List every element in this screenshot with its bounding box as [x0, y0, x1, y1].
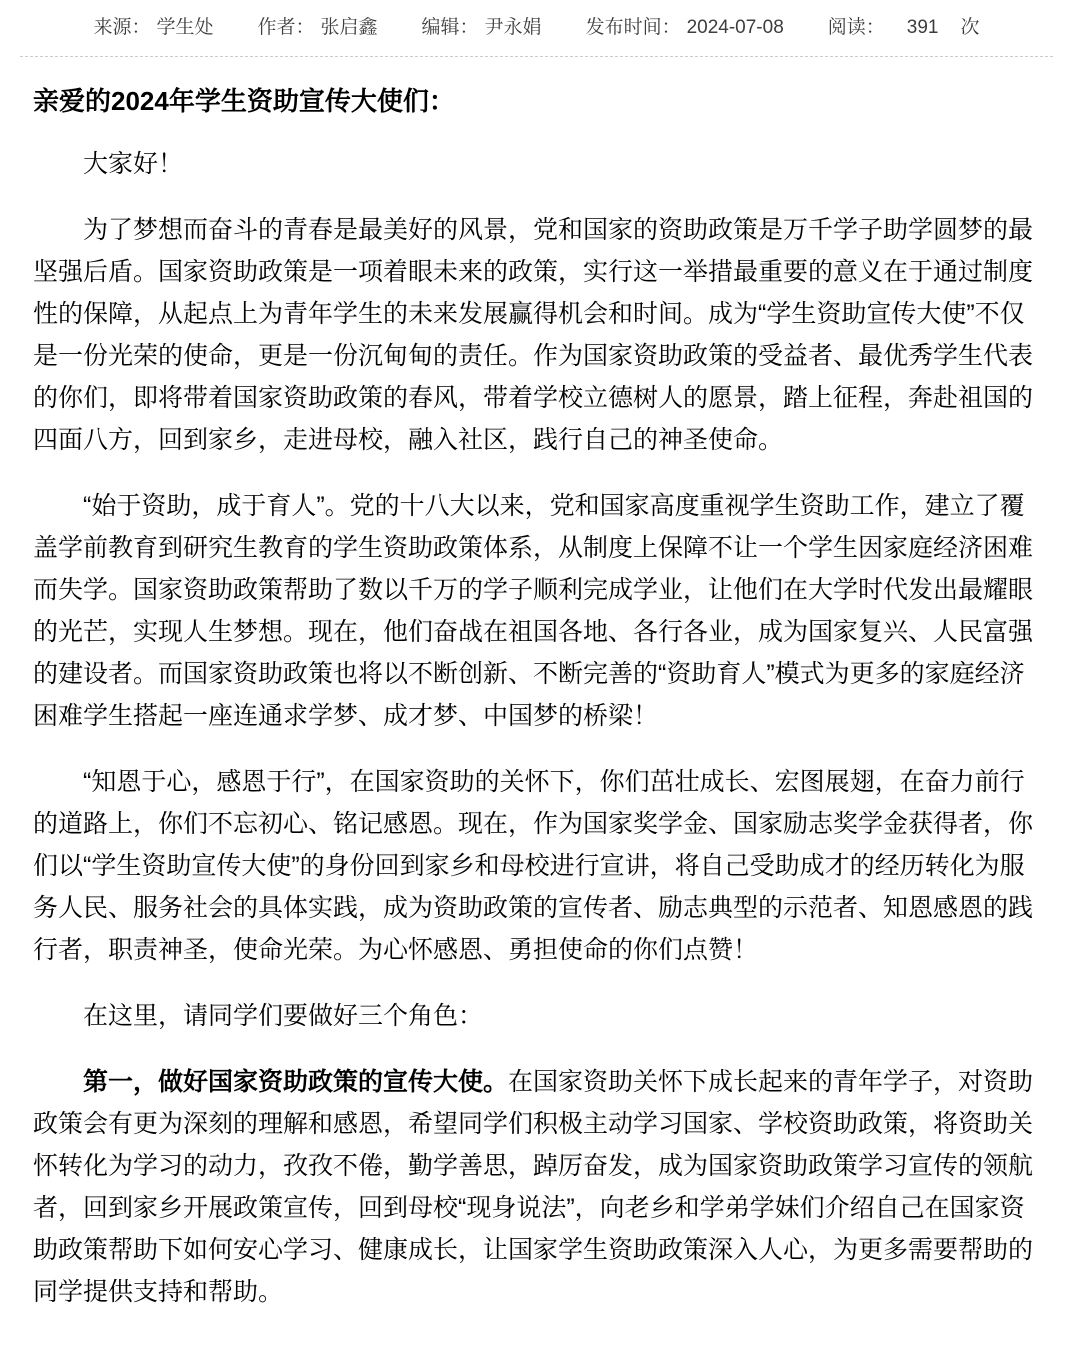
paragraph — [33, 995, 1040, 1037]
paragraph — [33, 143, 1040, 185]
meta-source — [93, 12, 213, 39]
paragraph-lead: 第一，做好国家资助政策的宣传大使。 — [83, 1067, 509, 1096]
meta-editor — [422, 12, 542, 39]
meta-divider — [20, 56, 1053, 57]
paragraph-text: “始于资助，成于育人”。党的十八大以来，党和国家高度重视学生资助工作，建立了覆盖学前教育到研究生教育的学生资助政策体系，从制度上保障不让一个学生因家庭经济困难而失学。国家资助政策帮助了数以千万的学子顺利完成学业，让他们在大学时代发出最耀眼的光芒，实现人生梦想。现在，他们奋战在祖国各地、各行各业，成为国家复兴、人民富强的建设者。而国家资助政策也将以不断创新、不断完善的“资助育人”模式为更多的家庭经济困难学生搭起一座连通求学梦、成才梦、中国梦的桥梁！ — [33, 491, 1034, 730]
meta-editor-label: 编辑： — [421, 17, 479, 38]
meta-publish-time — [586, 12, 784, 39]
meta-editor-value: 尹永娟 — [484, 17, 542, 38]
paragraph-list — [33, 143, 1040, 1313]
meta-source-label: 来源： — [93, 17, 151, 38]
meta-read-count — [828, 12, 980, 39]
meta-read-count-label: 阅读： — [827, 17, 885, 38]
paragraph — [33, 761, 1040, 971]
paragraph — [33, 485, 1040, 737]
meta-author-value: 张启鑫 — [320, 17, 378, 38]
meta-source-value: 学生处 — [156, 17, 214, 38]
paragraph-text: 在这里，请同学们要做好三个角色： — [83, 1001, 484, 1030]
meta-publish-time-label: 发布时间： — [585, 17, 681, 38]
meta-author-label: 作者： — [257, 17, 315, 38]
article-meta-bar — [33, 0, 1040, 39]
paragraph-text: 在国家资助关怀下成长起来的青年学子，对资助政策会有更为深刻的理解和感恩，希望同学们积极主动学习国家、学校资助政策，将资助关怀转化为学习的动力，孜孜不倦，勤学善思，踔厉奋发，成为国家资助政策学习宣传的领航者，回到家乡开展政策宣传，回到母校“现身说法”，向老乡和学弟学妹们介绍自己在国家资助政策帮助下如何安心学习、健康成长，让国家学生资助政策深入人心，为更多需要帮助的同学提供支持和帮助。 — [33, 1067, 1034, 1306]
meta-read-count-value: 391 — [906, 17, 939, 38]
paragraph-text: 大家好！ — [83, 149, 184, 178]
meta-read-count-unit: 次 — [960, 17, 980, 38]
paragraph-text: “知恩于心，感恩于行”，在国家资助的关怀下，你们茁壮成长、宏图展翅，在奋力前行的道路上，你们不忘初心、铭记感恩。现在，作为国家奖学金、国家励志奖学金获得者，你们以“学生资助宣传大使”的身份回到家乡和母校进行宣讲，将自己受助成才的经历转化为服务人民、服务社会的具体实践，成为资助政策的宣传者、励志典型的示范者、知恩感恩的践行者，职责神圣，使命光荣。为心怀感恩、勇担使命的你们点赞！ — [33, 767, 1034, 964]
meta-publish-time-value: 2024-07-08 — [686, 17, 784, 38]
paragraph — [33, 1061, 1040, 1313]
meta-author — [258, 12, 378, 39]
paragraph-text: 为了梦想而奋斗的青春是最美好的风景，党和国家的资助政策是万千学子助学圆梦的最坚强后盾。国家资助政策是一项着眼未来的政策，实行这一举措最重要的意义在于通过制度性的保障，从起点上为青年学生的未来发展赢得机会和时间。成为“学生资助宣传大使”不仅是一份光荣的使命，更是一份沉甸甸的责任。作为国家资助政策的受益者、最优秀学生代表的你们，即将带着国家资助政策的春风，带着学校立德树人的愿景，踏上征程，奔赴祖国的四面八方，回到家乡，走进母校，融入社区，践行自己的神圣使命。 — [33, 215, 1034, 454]
article-body — [33, 85, 1040, 1313]
paragraph — [33, 209, 1040, 461]
article-salutation: 亲爱的2024年学生资助宣传大使们： — [33, 86, 455, 116]
